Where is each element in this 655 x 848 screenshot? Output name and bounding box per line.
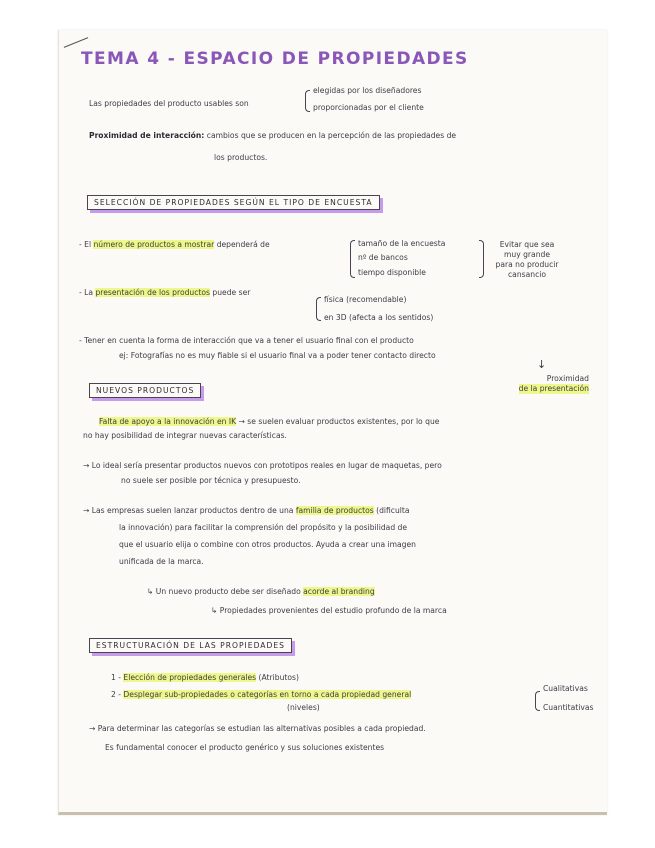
nuevos-p3-line-2: la innovación) para facilitar la comprensión del propósito y la posibilidad de	[119, 523, 408, 532]
section-heading-nuevos: NUEVOS PRODUCTOS	[89, 383, 201, 398]
nuevos-sub-1	[147, 587, 375, 597]
step1-rest: (Atributos)	[258, 673, 299, 682]
step1-highlight: Elección de propiedades generales	[123, 673, 257, 682]
item1-rest: dependerá de	[216, 240, 270, 249]
proximity-label: Proximidad de interacción:	[89, 131, 205, 140]
nuevos-p2-line-2: no suele ser posible por técnica y presupuesto.	[121, 476, 301, 485]
page-title: TEMA 4 - ESPACIO DE PROPIEDADES	[81, 49, 469, 69]
nuevos-sub-1-highlight: acorde al branding	[303, 587, 375, 596]
presentation-note	[479, 374, 589, 394]
section-heading-estructuracion: ESTRUCTURACIÓN DE LAS PROPIEDADES	[89, 638, 292, 653]
item1-note-line-1: Evitar que sea	[499, 240, 555, 249]
step1-prefix: 1 -	[111, 673, 121, 682]
item3-line-2: ej: Fotografías no es muy fiable si el usuario final va a poder tener contacto directo	[119, 351, 436, 360]
step2-highlight: Desplegar sub-propiedades o categorías en torno a cada propiedad general	[123, 690, 412, 699]
item2-option-1: física (recomendable)	[324, 295, 407, 304]
item1-note-line-4: cansancio	[508, 270, 546, 279]
step2-level: (niveles)	[287, 703, 320, 712]
item2-highlight: presentación de los productos	[95, 288, 210, 297]
estructuracion-p-line-2: Es fundamental conocer el producto genérico y sus soluciones existentes	[105, 743, 385, 752]
item3-line-1: - Tener en cuenta la forma de interacción que va a tener el usuario final con el producto	[79, 336, 414, 345]
item1-brace	[350, 240, 355, 278]
item1-option-2: nº de bancos	[358, 253, 408, 262]
item1-option-3: tiempo disponible	[358, 268, 426, 277]
estructuracion-step-1	[111, 673, 299, 683]
item1-right-brace	[479, 240, 484, 278]
item1-option-1: tamaño de la encuesta	[358, 239, 446, 248]
item2-prefix: - La	[79, 288, 94, 297]
section-heading-seleccion: SELECCIÓN DE PROPIEDADES SEGÚN EL TIPO DE ENCUESTA	[87, 195, 380, 210]
item1-highlight: número de productos a mostrar	[93, 240, 215, 249]
item2-brace	[316, 297, 321, 321]
seleccion-item-2	[79, 288, 250, 298]
item2-option-2: en 3D (afecta a los sentidos)	[324, 313, 434, 322]
proximity-line-1	[89, 131, 456, 141]
nuevos-p1-rest: → se suelen evaluar productos existentes, por lo que	[238, 417, 440, 426]
item1-note-line-2: muy grande	[503, 250, 551, 259]
presentation-note-line-2: de la presentación	[518, 384, 589, 393]
nuevos-p1-line-2: no hay posibilidad de integrar nuevas características.	[83, 431, 287, 440]
nuevos-p3-line-4: unificada de la marca.	[119, 557, 204, 566]
estructuracion-step-2	[111, 690, 411, 700]
step2-brace	[535, 691, 540, 711]
nuevos-p3-line-1	[83, 506, 410, 516]
nuevos-sub-1a: ↳ Un nuevo producto debe ser diseñado	[147, 587, 301, 596]
step2-option-2: Cuantitativas	[543, 703, 594, 712]
intro-option-2: proporcionadas por el cliente	[313, 103, 424, 112]
item1-note	[487, 240, 567, 280]
nuevos-p3-highlight: familia de productos	[295, 506, 374, 515]
proximity-line-2: los productos.	[214, 153, 268, 162]
step2-prefix: 2 -	[111, 690, 121, 699]
arrow-down-icon: ↓	[537, 358, 547, 371]
nuevos-p3-line-1a: → Las empresas suelen lanzar productos dentro de una	[83, 506, 294, 515]
nuevos-p1-line-1	[99, 417, 439, 427]
nuevos-p2-line-1: → Lo ideal sería presentar productos nuevos con prototipos reales en lugar de maquetas, pero	[83, 461, 442, 470]
presentation-note-line-1: Proximidad	[546, 374, 589, 383]
nuevos-sub-2: ↳ Propiedades provenientes del estudio profundo de la marca	[211, 606, 447, 615]
item2-rest: puede ser	[212, 288, 251, 297]
intro-lead: Las propiedades del producto usables son	[89, 99, 249, 108]
intro-option-1: elegidas por los diseñadores	[313, 86, 422, 95]
intro-brace	[305, 90, 310, 112]
seleccion-item-1	[79, 240, 270, 250]
nuevos-p3-line-3: que el usuario elija o combine con otros productos. Ayuda a crear una imagen	[119, 540, 416, 549]
corner-mark	[64, 37, 88, 48]
item1-note-line-3: para no producir	[495, 260, 559, 269]
step2-option-1: Cualitativas	[543, 684, 588, 693]
item1-prefix: - El	[79, 240, 92, 249]
estructuracion-p-line-1: → Para determinar las categorías se estudian las alternativas posibles a cada propiedad.	[89, 724, 426, 733]
nuevos-p3-line-1b: (dificulta	[376, 506, 410, 515]
nuevos-p1-highlight: Falta de apoyo a la innovación en IK	[99, 417, 237, 426]
proximity-text-1: cambios que se producen en la percepción de las propiedades de	[206, 131, 457, 140]
notes-page	[58, 30, 607, 815]
